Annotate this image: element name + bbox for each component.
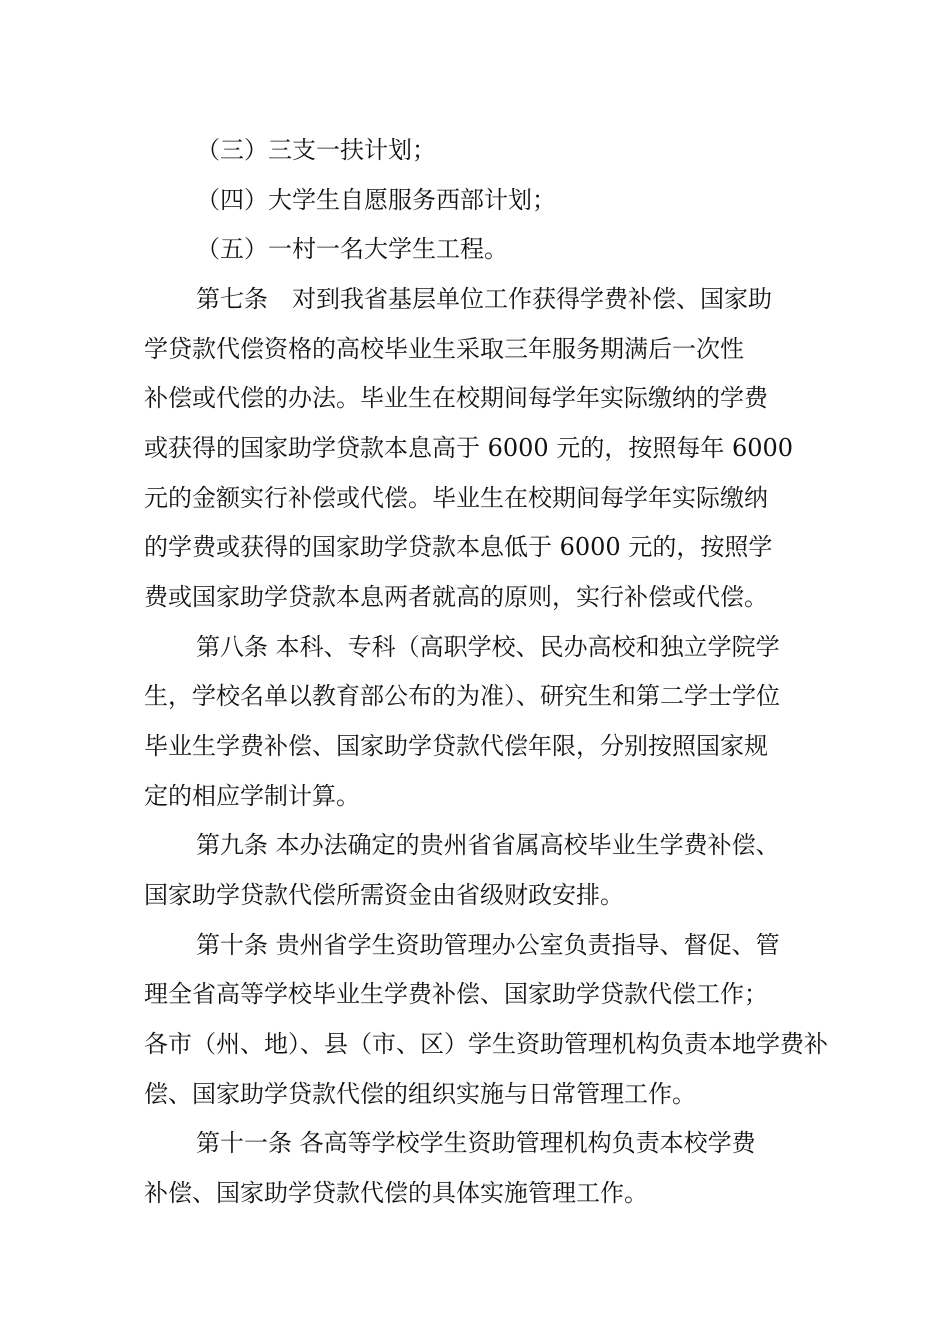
article-11-line-2: 补偿、国家助学贷款代偿的具体实施管理工作。 bbox=[144, 1179, 648, 1207]
article-8-line-1: 第八条 本科、专科（高职学校、民办高校和独立学院学 bbox=[196, 633, 780, 661]
article-7-line-2: 学贷款代偿资格的高校毕业生采取三年服务期满后一次性 bbox=[144, 335, 744, 363]
article-10-line-2: 理全省高等学校毕业生学费补偿、国家助学贷款代偿工作； bbox=[144, 980, 768, 1008]
item-three-line: （三）三支一扶计划； bbox=[196, 136, 436, 164]
article-10-line-3: 各市（州、地）、县（市、区）学生资助管理机构负责本地学费补 bbox=[144, 1030, 828, 1058]
article-7-line-5: 元的金额实行补偿或代偿。毕业生在校期间每学年实际缴纳 bbox=[144, 484, 768, 512]
article-11-line-1: 第十一条 各高等学校学生资助管理机构负责本校学费 bbox=[196, 1129, 756, 1157]
article-7-line-4: 或获得的国家助学贷款本息高于 6000 元的，按照每年 6000 bbox=[144, 434, 794, 462]
article-7-line-3: 补偿或代偿的办法。毕业生在校期间每学年实际缴纳的学费 bbox=[144, 384, 768, 412]
item-four-line: （四）大学生自愿服务西部计划； bbox=[196, 186, 556, 214]
article-10-line-1: 第十条 贵州省学生资助管理办公室负责指导、督促、管 bbox=[196, 931, 780, 959]
article-9-line-2: 国家助学贷款代偿所需资金由省级财政安排。 bbox=[144, 881, 624, 909]
item-five-line: （五）一村一名大学生工程。 bbox=[196, 235, 508, 263]
article-7-line-6: 的学费或获得的国家助学贷款本息低于 6000 元的，按照学 bbox=[144, 533, 773, 561]
article-9-line-1: 第九条 本办法确定的贵州省省属高校毕业生学费补偿、 bbox=[196, 831, 780, 859]
article-7-line-7: 费或国家助学贷款本息两者就高的原则，实行补偿或代偿。 bbox=[144, 583, 768, 611]
article-8-line-2: 生，学校名单以教育部公布的为准）、研究生和第二学士学位 bbox=[144, 682, 780, 710]
article-7-line-1: 第七条 对到我省基层单位工作获得学费补偿、国家助 bbox=[196, 285, 772, 313]
article-10-line-4: 偿、国家助学贷款代偿的组织实施与日常管理工作。 bbox=[144, 1080, 696, 1108]
article-8-line-4: 定的相应学制计算。 bbox=[144, 782, 360, 810]
article-8-line-3: 毕业生学费补偿、国家助学贷款代偿年限，分别按照国家规 bbox=[144, 732, 768, 760]
